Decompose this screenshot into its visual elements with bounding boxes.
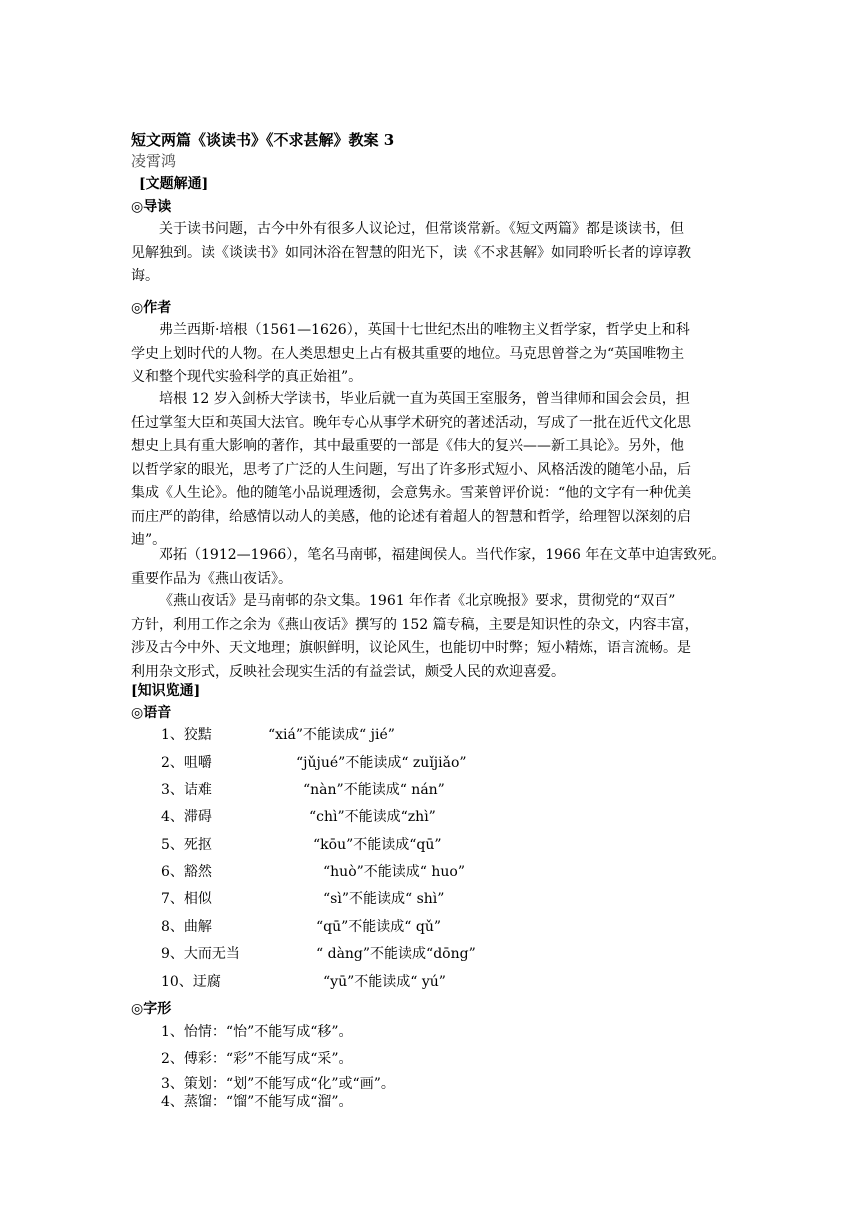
section-title-lantong: [知识览通]: [131, 683, 201, 699]
text-line: 迪”。: [131, 532, 167, 548]
text-line: 想史上具有重大影响的著作，其中最重要的一部是《伟大的复兴——新工具论》。另外，他: [131, 438, 684, 454]
pronunciation-heading: ◎语音: [131, 705, 172, 721]
author-paragraph-bacon-life: [131, 388, 731, 553]
pronunciation-word: 6、豁然: [161, 864, 212, 880]
text-line: 方针，利用工作之余为《燕山夜话》撰写的 152 篇专稿，主要是知识性的杂文，内容丰富，: [131, 616, 699, 633]
text-line: 而庄严的韵律，给感情以动人的美感，他的论述有着超人的智慧和哲学，给理智以深刻的启: [131, 508, 691, 525]
text-line: 以哲学家的眼光，思考了广泛的人生问题，写出了许多形式短小、风格活泼的随笔小品，后: [131, 461, 691, 478]
pronunciation-rule: “huò”不能读成“ huo”: [323, 864, 466, 880]
document-author: 凌霄鸿: [131, 152, 177, 170]
section-title-jietong: [文题解通]: [139, 176, 209, 192]
glyph-item: 2、傅彩：“彩”不能写成“采”。: [161, 1051, 353, 1067]
text-line: 见解独到。读《谈读书》如同沐浴在智慧的阳光下，读《不求甚解》如同聆听长者的谆谆教: [131, 244, 691, 261]
author-paragraph-yanshan: [131, 590, 731, 684]
pronunciation-word: 1、狡黠: [161, 727, 212, 743]
text-line: 学史上划时代的人物。在人类思想史上占有极其重要的地位。马克思曾誉之为“英国唯物主: [131, 345, 685, 362]
pronunciation-rule: “chì”不能读成“zhì”: [309, 809, 436, 825]
author-paragraph-bacon: [131, 319, 731, 390]
pronunciation-word: 3、诘难: [161, 782, 212, 798]
pronunciation-rule: “nàn”不能读成“ nán”: [303, 782, 445, 798]
pronunciation-rule: “kōu”不能读成“qū”: [313, 837, 442, 853]
intro-heading: ◎导读: [131, 199, 172, 215]
glyph-item: 3、策划：“划”不能写成“化”或“画”。: [161, 1076, 395, 1092]
text-line: 邓拓（1912—1966），笔名马南邨，福建闽侯人。当代作家，1966 年在文革中迫害致死。: [159, 547, 726, 563]
text-line: 集成《人生论》。他的随笔小品说理透彻，会意隽永。雪莱曾评价说：“他的文字有一种优美: [131, 485, 692, 501]
glyph-item: 4、蒸馏：“馏”不能写成“溜”。: [161, 1094, 353, 1110]
pronunciation-rule: “jǔjué”不能读成“ zuǐjiǎo”: [296, 755, 467, 771]
text-line: 任过掌玺大臣和英国大法官。晚年专心从事学术研究的著述活动，写成了一批在近代文化思: [131, 414, 691, 431]
text-line: 诲。: [131, 268, 159, 284]
pronunciation-word: 8、曲解: [161, 919, 212, 935]
document-title: 短文两篇《谈读书》《不求甚解》教案 3: [131, 131, 395, 149]
text-line: 《燕山夜话》是马南邨的杂文集。1961 年作者《北京晚报》要求，贯彻党的“双百”: [159, 593, 676, 609]
pronunciation-word: 7、相似: [161, 891, 212, 907]
text-line: 弗兰西斯·培根（1561—1626），英国十七世纪杰出的唯物主义哲学家，哲学史上和科: [159, 322, 690, 338]
glyph-heading: ◎字形: [131, 1001, 172, 1017]
author-heading: ◎作者: [131, 300, 172, 316]
pronunciation-rule: “yū”不能读成“ yú”: [323, 974, 446, 990]
pronunciation-word: 10、迂腐: [161, 974, 221, 990]
text-line: 涉及古今中外、天文地理；旗帜鲜明，议论风生，也能切中时弊；短小精炼，语言流畅。是: [131, 640, 691, 656]
pronunciation-rule: “sì”不能读成“ shì”: [323, 891, 445, 907]
pronunciation-rule: “qū”不能读成“ qǔ”: [316, 919, 442, 935]
text-line: 利用杂文形式，反映社会现实生活的有益尝试，颇受人民的欢迎喜爱。: [131, 663, 565, 680]
glyph-item: 1、怡情：“怡”不能写成“移”。: [161, 1024, 353, 1040]
pronunciation-word: 5、死抠: [161, 837, 212, 853]
pronunciation-word: 2、咀嚼: [161, 755, 212, 771]
author-paragraph-deng-tuo: [131, 544, 731, 591]
pronunciation-word: 4、滞碍: [161, 809, 212, 825]
pronunciation-word: 9、大而无当: [161, 946, 240, 962]
text-line: 重要作品为《燕山夜话》。: [131, 570, 292, 587]
pronunciation-rule: “ dàng”不能读成“dōng”: [316, 946, 476, 962]
pronunciation-rule: “xiá”不能读成“ jié”: [268, 727, 395, 743]
text-line: 培根 12 岁入剑桥大学读书，毕业后就一直为英国王室服务，曾当律师和国会会员，担: [159, 391, 690, 407]
text-line: 关于读书问题，古今中外有很多人议论过，但常谈常新。《短文两篇》都是谈读书，但: [159, 221, 684, 237]
text-line: 义和整个现代实验科学的真正始祖”。: [131, 369, 363, 385]
intro-paragraph: [131, 218, 731, 289]
